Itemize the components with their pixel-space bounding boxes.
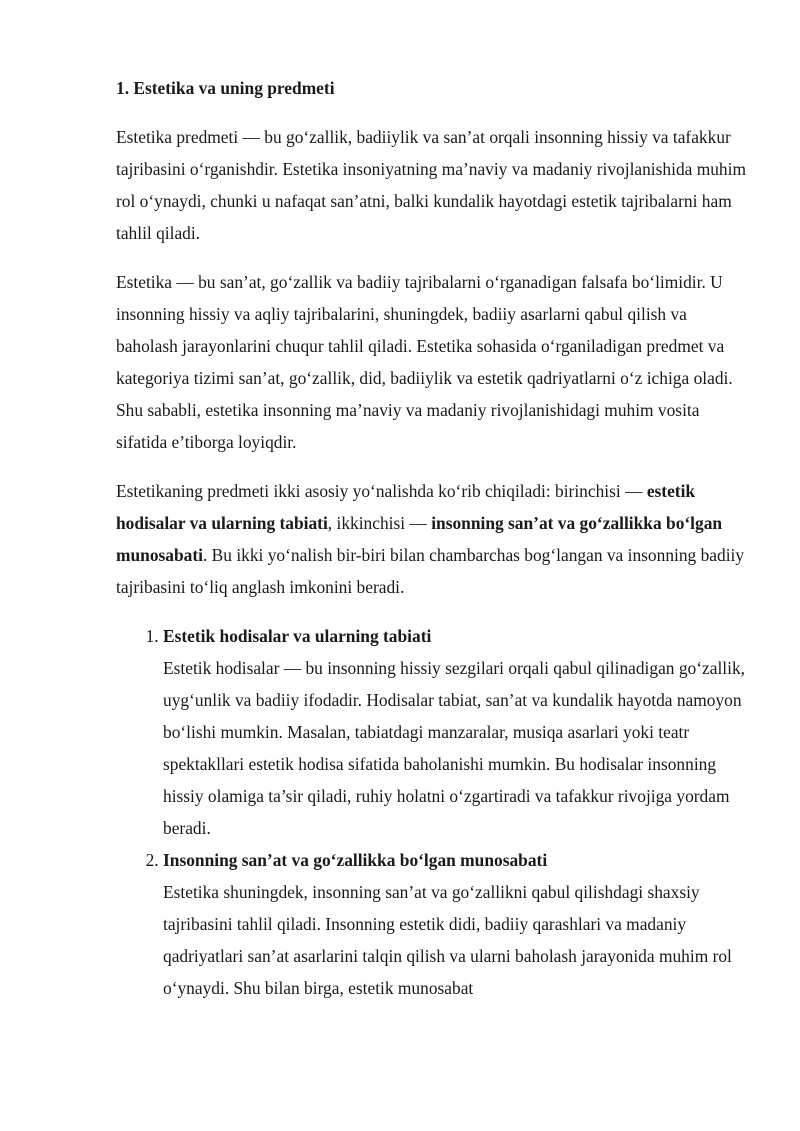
list-item-title: 1. Estetik hodisalar va ularning tabiati — [163, 626, 432, 646]
document-page — [116, 72, 746, 1004]
paragraph-3-bold-phrase: estetik hodisalar va ularning tabiati — [116, 481, 696, 533]
paragraph-3-text: Estetikaning predmeti ikki asosiy yo‘nalishda ko‘rib chiqiladi: birinchisi — — [116, 481, 647, 501]
list-item — [163, 620, 746, 844]
paragraph-3 — [116, 475, 746, 603]
list-item-body: Estetika shuningdek, insonning san’at va go‘zallikni qabul qilishdagi shaxsiy tajribasini tahlil qiladi. Insonning estetik didi, badiiy qarashlari va madaniy qadriyatlari san’at asarlarini talqin qilish va ularni baholash jarayonida muhim rol o‘ynaydi. Shu bilan birga, estetik munosabat — [163, 882, 732, 998]
list-item — [163, 844, 746, 1004]
numbered-list — [116, 620, 746, 1004]
paragraph-3-text: . Bu ikki yo‘nalish bir-biri bilan chambarchas bog‘langan va insonning badiiy tajribasini to‘liq anglash imkonini beradi. — [116, 545, 745, 597]
paragraph-3-bold-phrase: insonning san’at va go‘zallikka bo‘lgan munosabati — [116, 513, 723, 565]
list-item-title: 2. Insonning san’at va go‘zallikka bo‘lgan munosabati — [163, 850, 548, 870]
paragraph-1: Estetika predmeti — bu go‘zallik, badiiylik va san’at orqali insonning hissiy va tafakkur tajribasini o‘rganishdir. Estetika insoniyatning ma’naviy va madaniy rivojlanishida muhim rol o‘ynaydi, chunki u nafaqat san’atni, balki kundalik hayotdagi estetik tajribalarni ham tahlil qiladi. — [116, 127, 746, 243]
list-item-body: Estetik hodisalar — bu insonning hissiy sezgilari orqali qabul qilinadigan go‘zallik, uyg‘unlik va badiiy ifodadir. Hodisalar tabiat, san’at va kundalik hayotda namoyon bo‘lishi mumkin. Masalan, tabiatdagi manzaralar, musiqa asarlari yoki teatr spektakllari estetik hodisa sifatida baholanishi mumkin. Bu hodisalar insonning hissiy olamiga ta’sir qiladi, ruhiy holatni o‘zgartiradi va tafakkur rivojiga yordam beradi. — [163, 658, 746, 838]
section-heading: 1. Estetika va uning predmeti — [116, 78, 335, 98]
paragraph-3-text: , ikkinchisi — — [327, 513, 432, 533]
paragraph-2: Estetika — bu san’at, go‘zallik va badiiy tajribalarni o‘rganadigan falsafa bo‘limidir. U insonning hissiy va aqliy tajribalarini, shuningdek, badiiy asarlarni qabul qilish va baholash jarayonlarini chuqur tahlil qiladi. Estetika sohasida o‘rganiladigan predmet va kategoriya tizimi san’at, go‘zallik, did, badiiylik va estetik qadriyatlarni o‘z ichiga oladi. Shu sababli, estetika insonning ma’naviy va madaniy rivojlanishidagi muhim vosita sifatida e’tiborga loyiqdir. — [116, 272, 733, 452]
